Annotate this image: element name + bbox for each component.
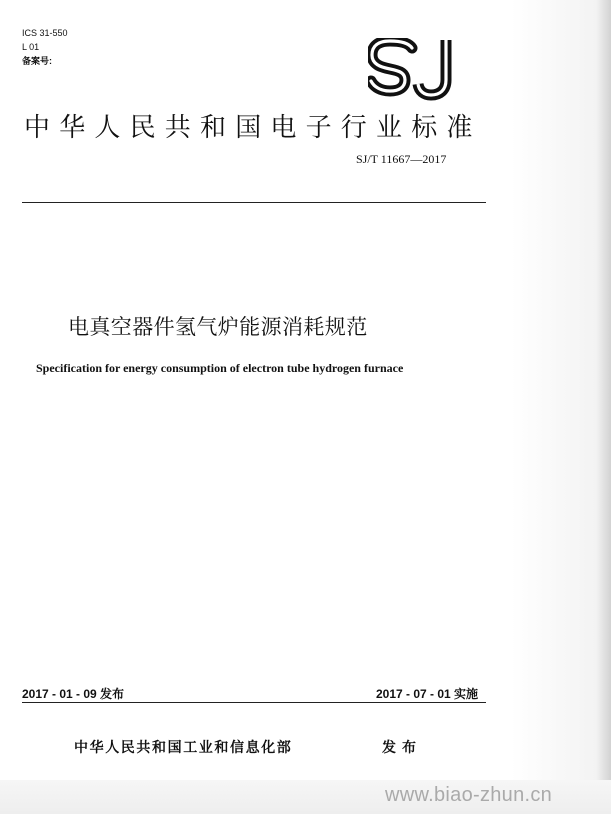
filing-number-label: 备案号:: [22, 56, 52, 66]
sj-logo-graphic: [368, 38, 464, 102]
bottom-divider: [22, 702, 486, 703]
site-watermark: www.biao-zhun.cn: [385, 784, 553, 806]
publisher-name: 中华人民共和国工业和信息化部: [74, 740, 293, 756]
sj-logo: [368, 38, 464, 102]
page-edge-shadow: [511, 0, 611, 780]
classification-code: L 01: [22, 42, 40, 52]
publish-label: 发布: [382, 740, 422, 756]
top-divider: [22, 202, 486, 203]
implementation-date: 2017 - 07 - 01 实施: [376, 687, 479, 701]
english-title: Specification for energy consumption of electron tube hydrogen furnace: [36, 361, 404, 375]
standard-number: SJ/T 11667—2017: [356, 152, 447, 166]
chinese-title: 电真空器件氢气炉能源消耗规范: [68, 315, 368, 339]
industry-standard-title: 中华人民共和国电子行业标准: [24, 113, 482, 143]
ics-code: ICS 31-550: [22, 28, 68, 38]
issue-date: 2017 - 01 - 09 发布: [22, 687, 125, 701]
